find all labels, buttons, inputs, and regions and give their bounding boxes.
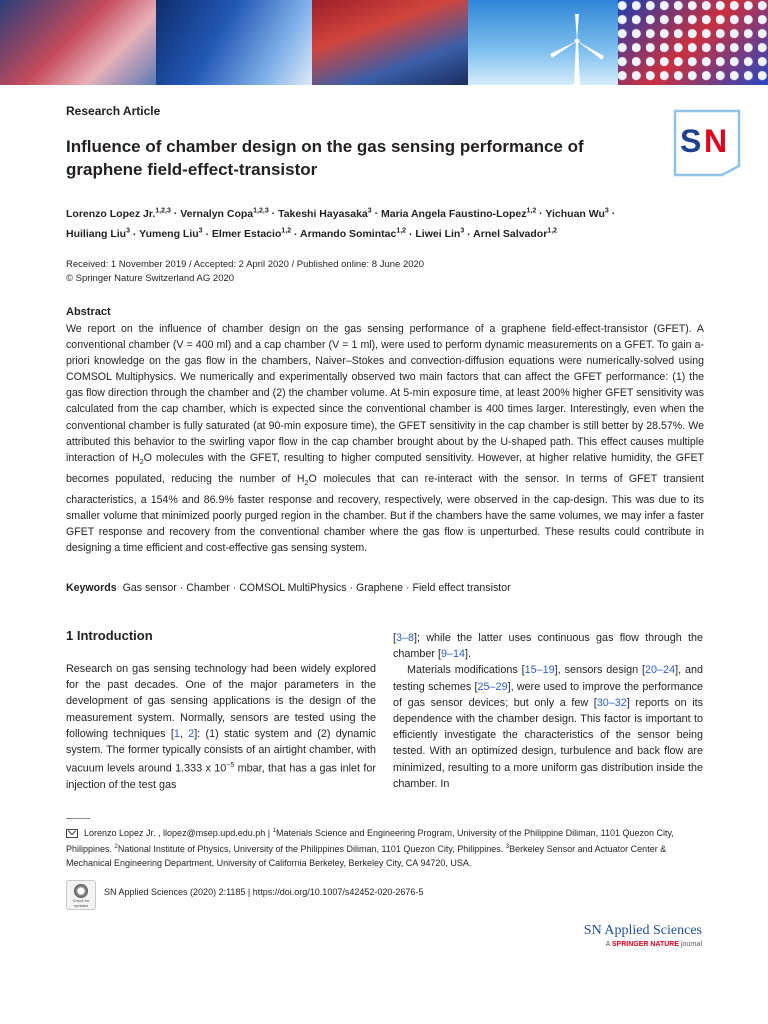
keywords-label: Keywords <box>66 582 117 594</box>
reference-link[interactable]: 15–19 <box>524 664 555 677</box>
author[interactable]: Liwei Lin$^3$ <box>415 227 465 240</box>
check-for-updates-label: Check for updates <box>72 898 90 908</box>
author[interactable]: Armando Somintac$^{1,2}$ <box>300 227 407 240</box>
reference-link[interactable]: 25–29 <box>477 680 508 693</box>
svg-text:N: N <box>704 123 728 159</box>
copyright: © Springer Nature Switzerland AG 2020 <box>66 273 235 284</box>
author[interactable]: Vernalyn Copa$^{1,2,3}$ <box>180 207 269 220</box>
author[interactable]: Yichuan Wu$^3$ <box>545 207 609 220</box>
journal-logo <box>584 923 702 948</box>
history-dates: Received: 1 November 2019 / Accepted: 2 April 2020 / Published online: 8 June 2020 <box>66 259 425 270</box>
keywords-list: Gas sensor · Chamber · COMSOL MultiPhysics · Graphene · Field effect transistor <box>122 582 511 594</box>
footnote-affiliations: Lorenzo Lopez Jr. , llopez@msep.upd.edu.ph | $^1$Materials Science and Engineering Program, University of the Philippine Diliman, 1101 Quezon City, Philippines. $^2$National Institute of Physics, University of the Philippines Diliman, 1101 Quezon City, Philippines. $^3$Berkeley Sensor and Actuator Center & Mechanical Engineering Department, University of California Berkeley, Berkeley City, CA 94720, USA. <box>66 828 674 868</box>
intro-paragraph: Research on gas sensing technology had been widely explored for the past decades. One of the major parameters in the development of gas sensing applications is the design of the measurement system. Normally, sensors are tested using the following techniques [1, 2]: (1) static system and (2) dynamic system. The former typically consists of an airtight chamber, with vacuum levels around 1.333 x $10^{-5}$ mbar, that has a gas inlet for injection of the test gas <box>66 663 376 792</box>
left-column <box>66 661 376 793</box>
author[interactable]: Takeshi Hayasaka$^3$ <box>278 207 372 220</box>
footnote-rule <box>66 818 90 819</box>
blue-red-pattern-image <box>618 0 768 85</box>
intro-paragraph: [3–8]; while the latter uses continuous gas flow through the chamber [9–14]. <box>393 632 703 661</box>
author[interactable]: Yumeng Liu$^3$ <box>139 227 203 240</box>
author-list: Lorenzo Lopez Jr.$^{1,2,3}$ · Vernalyn Copa$^{1,2,3}$ · Takeshi Hayasaka$^3$ · Maria Angela Faustino-Lopez$^{1,2}$ · Yichuan $Wu^3$ · Huiliang Liu$^3$ · Yumeng Liu$^3$ · Elmer Estacio$^{1,2}$ · Armando Somintac$^{1,2}$ · Liwei Lin$^3$ · Arnel Salvador$^{1,2}$ <box>66 207 616 240</box>
intro-paragraph: Materials modifications [15–19], sensors design [20–24], and testing schemes [25–29], were used to improve the performance of gas sensor devices; but only a few [30–32] reports on its dependence with the chamber design. This factor is important to efficiently investigate the characteristics of the sensor being tested. With an optimized design, turbulence and back flow are minimized, resulting to a more uniform gas distribution inside the chamber. In <box>393 664 704 790</box>
abstract-heading: Abstract <box>66 306 111 318</box>
article-type: Research Article <box>66 104 161 118</box>
wind-turbine-icon <box>542 14 612 85</box>
journal-name: SN Applied Sciences <box>583 923 702 938</box>
section-heading-introduction: 1 Introduction <box>66 628 153 643</box>
author[interactable]: Maria Angela Faustino-Lopez$^{1,2}$ <box>381 207 537 220</box>
check-for-updates-icon <box>74 884 88 898</box>
sn-logo-icon <box>672 108 742 178</box>
header-banner <box>0 0 768 85</box>
right-column <box>393 630 703 792</box>
check-for-updates-badge[interactable] <box>66 880 96 910</box>
reference-link[interactable]: 30–32 <box>596 696 627 709</box>
article-title: Influence of chamber design on the gas sensing performance of graphene field-effect-transistor <box>66 137 584 179</box>
wire-coil-image <box>312 0 468 85</box>
citation-doi[interactable]: SN Applied Sciences (2020) 2:1185 | https://doi.org/10.1007/s42452-020-2676-5 <box>104 887 424 897</box>
reference-link[interactable]: 9–14 <box>441 648 466 661</box>
wind-turbine-image <box>468 0 618 85</box>
reference-link[interactable]: 20–24 <box>645 664 676 677</box>
blue-technology-image <box>156 0 312 85</box>
author[interactable]: Lorenzo Lopez Jr.$^{1,2,3}$ <box>66 207 171 220</box>
publication-dates <box>66 258 424 286</box>
journal-publisher-line: A SPRINGER NATURE journal <box>605 941 702 948</box>
author[interactable]: Huiliang Liu$^3$ <box>66 227 130 240</box>
author[interactable]: Elmer Estacio$^{1,2}$ <box>211 227 292 240</box>
publisher-name: SPRINGER NATURE <box>611 941 680 948</box>
svg-text:S: S <box>680 123 702 159</box>
corresponding-author-email[interactable]: Lorenzo Lopez Jr. , llopez@msep.upd.edu.ph | <box>84 828 271 838</box>
reference-link[interactable]: 1 <box>173 727 180 740</box>
reference-link[interactable]: 3–8 <box>396 632 415 644</box>
author[interactable]: Arnel Salvador$^{1,2}$ <box>473 227 558 240</box>
envelope-icon <box>66 829 78 838</box>
reference-link[interactable]: 2 <box>188 727 195 740</box>
abstract-text: We report on the influence of chamber design on the gas sensing performance of a graphene field-effect-transistor (GFET). A conventional chamber (V = 400 ml) and a cap chamber (V = 1 ml), were used to perform dynamic measurements on a GFET. To gain a-priori knowledge on the gas flow in the chambers, Naiver–Stokes and convection-diffusion equations were numerically-solved using COMSOL Multiphysics. We numerically and experimentally observed two main factors that can affect the GFET performance: (1) the gas flow direction through the chamber and (2) the chamber volume. At 5-min exposure time, at least 200% higher GFET sensitivity was calculated from the cap chamber, which is expected since the conventional chamber is 400 times larger. Interestingly, even when the conventional chamber is fully saturated (at 90-min exposure time), the GFET sensitivity in the cap chamber is still better by 28.57%. We attributed this behavior to the swirling vapor flow in the cap chamber brought about by the U-shaped path. This effect causes multiple interaction of $H_2O$ molecules with the GFET, resulting to higher computed sensitivity. However, at higher relative humidity, the GFET becomes populated, reducing the number of $H_2O$ molecules that can re-interact with the sensor. In terms of GFET transient characteristics, a 154% and 86.9% faster response and recovery, respectively, were observed in the cap-design. This was due to its smaller volume that minimized poorly purged region in the chamber. But if the chambers have the same volumes, we may infer a faster GFET response and recovery from the conventional chamber where the gas flow is unperturbed. These results could contribute in designing a time efficient and cost-effective gas sensing system. <box>66 323 704 555</box>
keywords <box>66 582 511 594</box>
laboratory-vials-image <box>0 0 156 85</box>
